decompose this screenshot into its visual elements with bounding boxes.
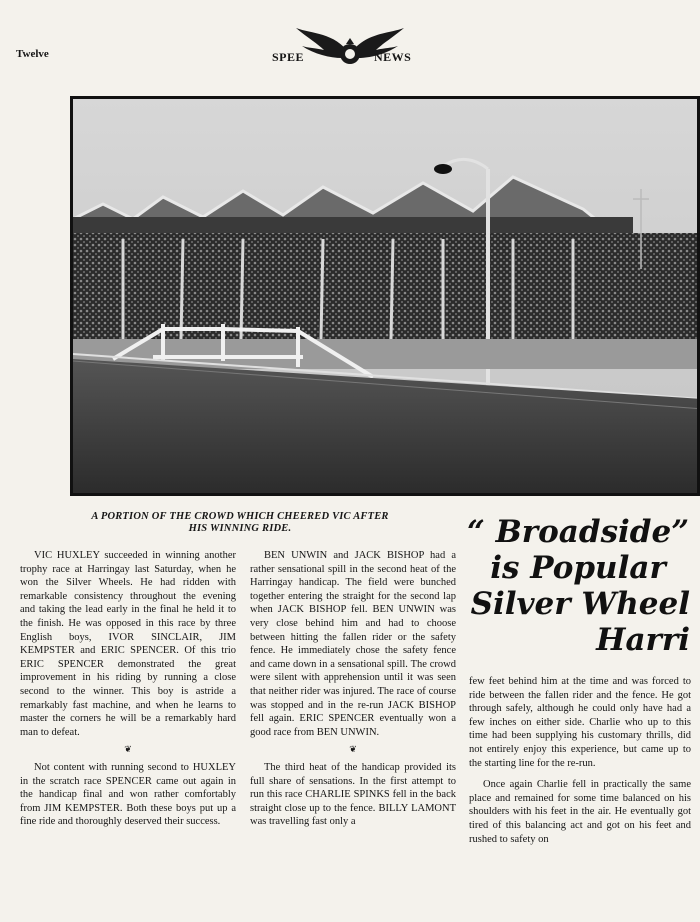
grandstand-photo [70,96,700,496]
article-headline [466,514,690,658]
paragraph: Not content with running second to HUXLEY in the scratch race SPENCER came out again in the handicap final and won rather comfortably from JIM KEMPSTER. Both these boys put up a fine ride and thoroughly deserved their success. [20,761,236,828]
page-number: Twelve [16,48,49,60]
masthead-text-left: SPEE [272,50,305,64]
photo-caption [30,511,450,535]
paragraph: VIC HUXLEY succeeded in winning another trophy race at Harringay last Saturday, when he won the Silver Wheels. He had ridden with remarkable consistency throughout the evening and taking the lead early in the final he held it to the finish. He was opposed in this race by three English boys, IVOR SINCLAIR, JIM KEMPSTER and ERIC SPENCER. Of this trio ERIC SPENCER demonstrated the great improvement in his riding by running a close second to the winner. This boy is astride a remarkably fast machine, and when he learns to master the corners he will be a remarkably hard man to defeat. [20,550,236,738]
headline-line-3: Silver Wheel [470,586,690,622]
paragraph: Once again Charlie fell in practically the same place and remained for some time balanced on his shoulders with his feet in the air. He eventually got tired of this balancing act and got on his feet and rushed to safety on [469,779,691,845]
caption-line-2: HIS WINNING RIDE. [188,523,292,534]
grandstand-illustration [73,99,700,496]
headline-line-2: is Popular [490,550,666,586]
section-divider-icon: ❦ [124,744,132,755]
article-column-2 [250,549,456,837]
paragraph: The third heat of the handicap provided its full share of sensations. In the first attempt to run this race CHARLIE SPINKS fell in the back straight close up to the fence. BILLY LAMONT was travelling fast only a [250,761,456,828]
masthead [272,24,432,68]
section-divider-icon: ❦ [349,744,357,755]
article-column-3 [469,675,691,854]
headline-line-1: “ Broadside” [466,514,690,550]
caption-line-1: A PORTION OF THE CROWD WHICH CHEERED VIC AFTER [91,511,389,522]
paragraph: BEN UNWIN and JACK BISHOP had a rather sensational spill in the second heat of the Harringay handicap. The field were bunched together entering the straight for the second lap when JACK BISHOP fell. BEN UNWIN was very close behind him and had to choose between hitting the fallen rider or the safety fence. He immediately chose the safety fence and came down in a sensational spill. The crowd were silent with apprehension until it was seen that neither rider was injured. The race of course was stopped and in the re-run JACK BISHOP fell again. ERIC SPENCER eventually won a good race from BEN UNWIN. [250,550,456,738]
masthead-text-right: NEWS [374,50,412,64]
paragraph: few feet behind him at the time and was forced to ride between the fallen rider and the fence. He got through safely, although he could only have had a few inches on either side. Charlie who up to this time had been supplying his customary thrills, did not entirely enjoy this experience, but came up to the starting line for the re-run. [469,676,691,769]
headline-line-4: Harri [596,622,690,658]
article-column-1 [20,549,236,837]
